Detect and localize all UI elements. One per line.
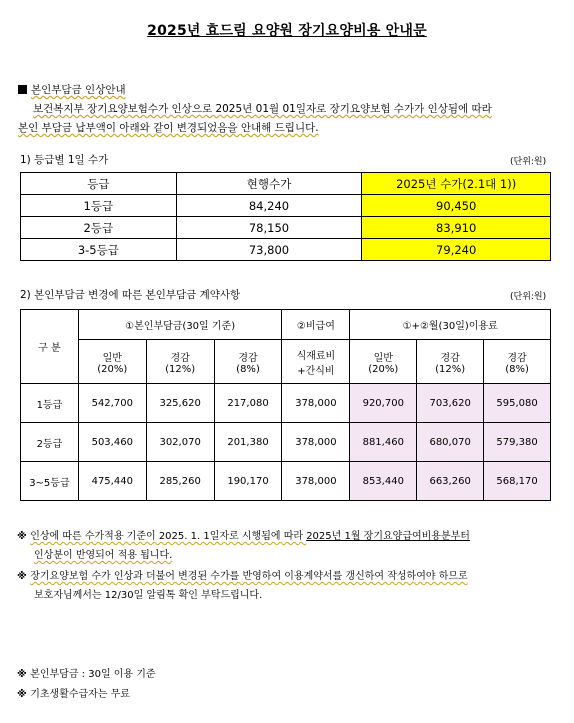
grade-cell: 2등급 <box>21 423 79 462</box>
total-cell: 568,170 <box>484 462 551 501</box>
header-grade: 구 분 <box>21 310 79 384</box>
table-row <box>21 239 551 261</box>
value-cell: 378,000 <box>282 462 350 501</box>
current-fee-cell: 84,240 <box>176 195 362 217</box>
grade-cell: 3~5등급 <box>21 462 79 501</box>
table-subheader-row <box>21 340 551 384</box>
value-cell: 217,080 <box>214 384 282 423</box>
header-current: 현행수가 <box>176 173 362 195</box>
sub-reduced-8: 경감 (8%) <box>484 340 551 384</box>
note-4: ※ 기초생활수급자는 무료 <box>17 689 130 700</box>
table-row <box>21 217 551 239</box>
sub-reduced-12: 경감 (12%) <box>146 340 214 384</box>
new-fee-cell: 83,910 <box>362 217 551 239</box>
header-copay: ①본인부담금(30일 기준) <box>78 310 282 340</box>
value-cell: 201,380 <box>214 423 282 462</box>
note-2-cont: 보호자님께서는 12/30일 알림톡 확인 부탁드립니다. <box>34 590 263 601</box>
daily-fee-table <box>20 172 551 261</box>
notice-line-1: 보건복지부 장기요양보험수가 인상으로 2025년 01월 01일자로 장기요양보험 수가가 인상됨에 따라 <box>33 103 492 115</box>
header-new: 2025년 수가(2.1대 1)) <box>362 173 551 195</box>
reference-mark-icon: ※ <box>17 689 27 700</box>
header-grade: 등급 <box>21 173 177 195</box>
total-cell: 881,460 <box>350 423 417 462</box>
total-cell: 703,620 <box>417 384 484 423</box>
copay-table <box>20 309 551 501</box>
note-2: ※ 장기요양보험 수가 인상과 더불어 변경된 수가를 반영하여 이용계약서를 갱신하여 작성하여야 하므로 <box>17 571 468 582</box>
sub-reduced-8: 경감 (8%) <box>214 340 282 384</box>
notice-heading <box>18 82 126 97</box>
page-title: 2025년 효드림 요양원 장기요양비용 안내문 <box>147 23 427 39</box>
header-monthly-total: ①+②월(30일)이용료 <box>350 310 551 340</box>
value-cell: 285,260 <box>146 462 214 501</box>
notice-line-2: 본인 부담금 납부액이 아래와 같이 변경되었음을 안내해 드립니다. <box>18 122 319 134</box>
table-row <box>21 462 551 501</box>
total-cell: 579,380 <box>484 423 551 462</box>
value-cell: 378,000 <box>282 384 350 423</box>
reference-mark-icon: ※ <box>17 669 27 680</box>
value-cell: 325,620 <box>146 384 214 423</box>
value-cell: 378,000 <box>282 423 350 462</box>
table-header-row <box>21 173 551 195</box>
total-cell: 853,440 <box>350 462 417 501</box>
section1-unit: (단위:원) <box>510 157 547 167</box>
sub-meal: 식재료비 +간식비 <box>282 340 350 384</box>
grade-cell: 1등급 <box>21 195 177 217</box>
total-cell: 663,260 <box>417 462 484 501</box>
sub-reduced-12: 경감 (12%) <box>417 340 484 384</box>
reference-mark-icon: ※ <box>17 531 27 542</box>
value-cell: 503,460 <box>78 423 146 462</box>
value-cell: 190,170 <box>214 462 282 501</box>
notice-heading-text: 본인부담금 인상안내 <box>31 84 126 96</box>
reference-mark-icon: ※ <box>17 571 27 582</box>
sub-general: 일반 (20%) <box>78 340 146 384</box>
table-row <box>21 195 551 217</box>
value-cell: 302,070 <box>146 423 214 462</box>
note-1-cont: 인상분이 반영되어 적용 됩니다. <box>34 550 173 561</box>
total-cell: 920,700 <box>350 384 417 423</box>
table-row <box>21 384 551 423</box>
grade-cell: 3-5등급 <box>21 239 177 261</box>
table-header-row <box>21 310 551 340</box>
current-fee-cell: 73,800 <box>176 239 362 261</box>
note-3: ※ 본인부담금 : 30일 이용 기준 <box>17 669 156 680</box>
section2-unit: (단위:원) <box>510 292 547 302</box>
section2-title: 2) 본인부담금 변경에 따른 본인부담금 계약사항 <box>20 289 241 301</box>
section1-title: 1) 등급별 1일 수가 <box>20 154 109 166</box>
grade-cell: 2등급 <box>21 217 177 239</box>
new-fee-cell: 90,450 <box>362 195 551 217</box>
note-1: ※ 인상에 따른 수가적용 기준이 2025. 1. 1일자로 시행됨에 따라 2025년 1월 장기요양급여비용분부터 <box>17 531 470 542</box>
total-cell: 595,080 <box>484 384 551 423</box>
sub-general: 일반 (20%) <box>350 340 417 384</box>
table-row <box>21 423 551 462</box>
header-noncovered: ②비급여 <box>282 310 350 340</box>
total-cell: 680,070 <box>417 423 484 462</box>
new-fee-cell: 79,240 <box>362 239 551 261</box>
grade-cell: 1등급 <box>21 384 79 423</box>
square-bullet-icon <box>18 85 27 94</box>
value-cell: 475,440 <box>78 462 146 501</box>
current-fee-cell: 78,150 <box>176 217 362 239</box>
value-cell: 542,700 <box>78 384 146 423</box>
